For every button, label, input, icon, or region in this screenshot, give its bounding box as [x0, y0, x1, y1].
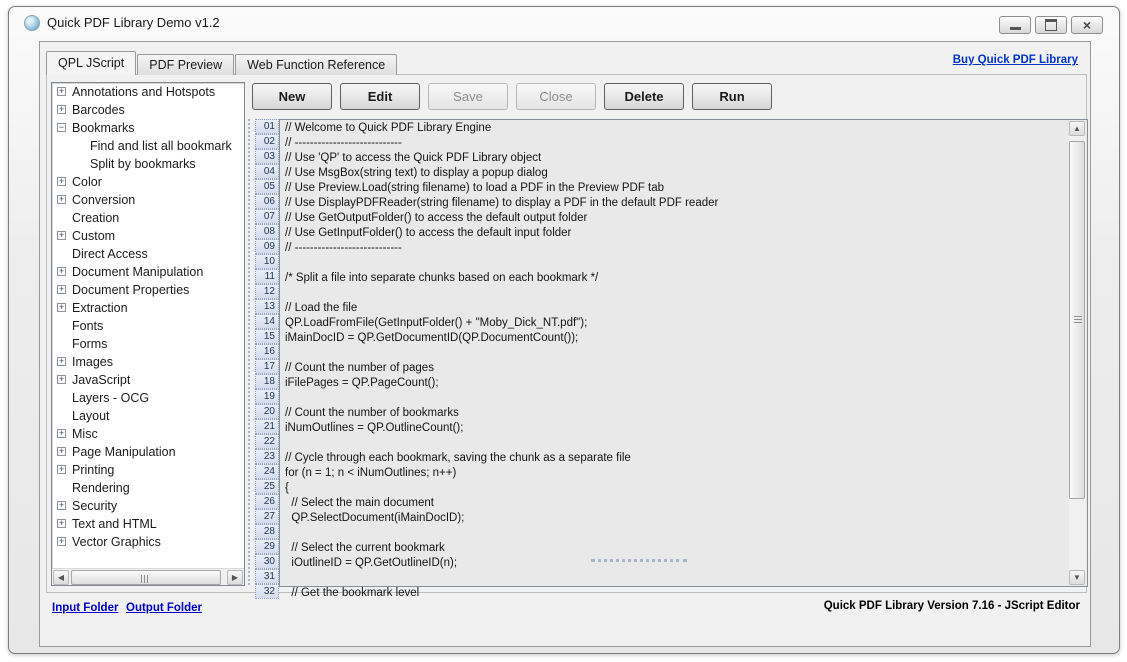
- window-title: Quick PDF Library Demo v1.2: [47, 15, 220, 30]
- line-number: 24: [255, 464, 279, 479]
- line-number: 31: [255, 569, 279, 584]
- maximize-icon: [1036, 17, 1066, 33]
- tree-item-label: Split by bookmarks: [90, 157, 196, 171]
- code-editor: [252, 119, 1088, 599]
- code-line: // Use MsgBox(string text) to display a popup dialog: [285, 167, 548, 179]
- tree-item-misc[interactable]: [52, 425, 244, 443]
- tree-item-label: Creation: [72, 211, 120, 225]
- expand-icon[interactable]: +: [58, 374, 65, 384]
- minimize-icon: [1000, 17, 1030, 33]
- minimize-button[interactable]: [999, 16, 1031, 34]
- code-line: [280, 436, 1069, 451]
- expand-icon[interactable]: +: [58, 536, 65, 546]
- tree-item-label: Layout: [72, 409, 110, 423]
- line-number-gutter: [252, 119, 279, 597]
- tab-bar: [46, 51, 398, 75]
- tree-item-fonts[interactable]: [52, 317, 244, 335]
- tree-item-barcodes[interactable]: [52, 101, 244, 119]
- expand-icon[interactable]: +: [58, 194, 65, 204]
- expand-icon[interactable]: +: [58, 176, 65, 186]
- tree-item-find-and-list-all-bookmark[interactable]: [52, 137, 244, 155]
- tab-qpl-jscript[interactable]: QPL JScript: [46, 51, 136, 75]
- line-number: 22: [255, 434, 279, 449]
- tree-item-layers-ocg[interactable]: [52, 389, 244, 407]
- output-folder-link[interactable]: Output Folder: [126, 602, 203, 614]
- toolbar: [252, 83, 772, 110]
- tree-item-layout[interactable]: [52, 407, 244, 425]
- code-line: // Use GetInputFolder() to access the default input folder: [285, 227, 572, 239]
- line-number: 30: [255, 554, 279, 569]
- tree-item-page-manipulation[interactable]: [52, 443, 244, 461]
- expand-icon[interactable]: +: [58, 518, 65, 528]
- tree-item-label: Bookmarks: [72, 121, 135, 135]
- tree-item-label: Annotations and Hotspots: [72, 85, 216, 99]
- tree-item-label: Vector Graphics: [72, 535, 161, 549]
- expand-icon[interactable]: +: [58, 500, 65, 510]
- tree-item-label: Custom: [72, 229, 116, 243]
- tree-item-security[interactable]: [52, 497, 244, 515]
- tree-item-label: Security: [72, 499, 118, 513]
- tree-item-label: Color: [72, 175, 102, 189]
- new-button[interactable]: New: [252, 83, 332, 110]
- maximize-button[interactable]: [1035, 16, 1067, 34]
- window-controls: [999, 16, 1103, 34]
- scrollbar-grip-icon: [141, 575, 150, 583]
- line-number: 06: [255, 194, 279, 209]
- expand-icon[interactable]: +: [58, 302, 65, 312]
- tree-item-label: Extraction: [72, 301, 128, 315]
- function-tree: [51, 82, 245, 586]
- tree-item-label: Printing: [72, 463, 115, 477]
- close-button: Close: [516, 83, 596, 110]
- code-lines: [280, 121, 1069, 601]
- tree-editor-splitter[interactable]: [248, 119, 250, 585]
- code-line: [280, 256, 1069, 271]
- editor-scrollbar-thumb[interactable]: [1069, 141, 1085, 499]
- code-line: // Use Preview.Load(string filename) to load a PDF in the Preview PDF tab: [285, 182, 665, 194]
- line-number: 32: [255, 584, 279, 599]
- code-line: // Use GetOutputFolder() to access the default output folder: [285, 212, 588, 224]
- app-icon: [24, 15, 40, 31]
- tree-item-label: Barcodes: [72, 103, 125, 117]
- panel-splitter[interactable]: [591, 559, 687, 562]
- code-line: iOutlineID = QP.GetOutlineID(n);: [285, 557, 458, 569]
- line-number: 02: [255, 134, 279, 149]
- tree-item-document-properties[interactable]: [52, 281, 244, 299]
- line-number: 01: [255, 119, 279, 134]
- expand-icon[interactable]: +: [58, 356, 65, 366]
- scroll-up-icon[interactable]: ▲: [1069, 121, 1085, 136]
- tree-item-label: JavaScript: [72, 373, 131, 387]
- line-number: 27: [255, 509, 279, 524]
- delete-button[interactable]: Delete: [604, 83, 684, 110]
- tree-item-label: Conversion: [72, 193, 136, 207]
- code-line: iFilePages = QP.PageCount();: [285, 377, 439, 389]
- line-number: 07: [255, 209, 279, 224]
- expand-icon[interactable]: +: [58, 446, 65, 456]
- line-number: 13: [255, 299, 279, 314]
- buy-quick-pdf-library-link[interactable]: Buy Quick PDF Library: [952, 54, 1078, 66]
- code-line: QP.SelectDocument(iMainDocID);: [285, 512, 465, 524]
- tree-item-label: Misc: [72, 427, 98, 441]
- tree-item-conversion[interactable]: [52, 191, 244, 209]
- tab-pdf-preview[interactable]: PDF Preview: [137, 54, 234, 75]
- save-button: Save: [428, 83, 508, 110]
- version-status-text: Quick PDF Library Version 7.16 - JScript Editor: [823, 600, 1080, 612]
- tree-item-creation[interactable]: [52, 209, 244, 227]
- input-folder-link[interactable]: Input Folder: [52, 602, 119, 614]
- code-line: // Use 'QP' to access the Quick PDF Library object: [285, 152, 542, 164]
- line-number: 08: [255, 224, 279, 239]
- tree-items: [52, 83, 244, 551]
- tab-panel: [46, 74, 1087, 599]
- line-number: 15: [255, 329, 279, 344]
- tree-item-label: Page Manipulation: [72, 445, 176, 459]
- code-line: iNumOutlines = QP.OutlineCount();: [285, 422, 464, 434]
- tree-scrollbar-thumb[interactable]: [71, 570, 221, 585]
- tree-item-label: Document Properties: [72, 283, 190, 297]
- line-number: 19: [255, 389, 279, 404]
- close-button[interactable]: [1071, 16, 1103, 34]
- code-line: iMainDocID = QP.GetDocumentID(QP.DocumentCount());: [285, 332, 579, 344]
- code-line: // Cycle through each bookmark, saving the chunk as a separate file: [285, 452, 631, 464]
- code-line: /* Split a file into separate chunks based on each bookmark */: [285, 272, 599, 284]
- scroll-down-icon[interactable]: ▼: [1069, 570, 1085, 585]
- scrollbar-grip-icon: [1074, 316, 1082, 324]
- tree-horizontal-scrollbar[interactable]: [52, 568, 244, 585]
- code-line: // Load the file: [285, 302, 358, 314]
- tree-item-printing[interactable]: [52, 461, 244, 479]
- code-line: [280, 346, 1069, 361]
- expand-icon[interactable]: +: [58, 230, 65, 240]
- line-number: 03: [255, 149, 279, 164]
- client-area: [39, 41, 1091, 647]
- expand-icon[interactable]: +: [58, 86, 65, 96]
- tab-web-function-reference[interactable]: Web Function Reference: [235, 54, 397, 75]
- code-line: [280, 286, 1069, 301]
- code-line: // Use DisplayPDFReader(string filename) to display a PDF in the default PDF reader: [285, 197, 719, 209]
- scroll-right-icon[interactable]: ▶: [227, 570, 243, 585]
- tree-item-images[interactable]: [52, 353, 244, 371]
- tree-item-rendering[interactable]: [52, 479, 244, 497]
- scroll-left-icon[interactable]: ◀: [53, 570, 69, 585]
- code-line: // ----------------------------: [285, 242, 402, 254]
- tree-item-custom[interactable]: [52, 227, 244, 245]
- code-line: // Select the current bookmark: [285, 542, 445, 554]
- code-line: // ----------------------------: [285, 137, 402, 149]
- code-line: [280, 391, 1069, 406]
- collapse-icon[interactable]: −: [58, 122, 65, 132]
- code-line: for (n = 1; n < iNumOutlines; n++): [285, 467, 457, 479]
- tree-item-label: Images: [72, 355, 113, 369]
- line-number: 14: [255, 314, 279, 329]
- code-line: QP.LoadFromFile(GetInputFolder() + "Moby_Dick_NT.pdf");: [285, 317, 588, 329]
- code-line: {: [285, 482, 289, 494]
- edit-button[interactable]: Edit: [340, 83, 420, 110]
- tree-item-color[interactable]: [52, 173, 244, 191]
- line-number: 25: [255, 479, 279, 494]
- tree-item-label: Forms: [72, 337, 108, 351]
- line-number: 16: [255, 344, 279, 359]
- tree-item-split-by-bookmarks[interactable]: [52, 155, 244, 173]
- tree-item-label: Fonts: [72, 319, 104, 333]
- tree-item-text-and-html[interactable]: [52, 515, 244, 533]
- tree-item-label: Find and list all bookmark: [90, 139, 232, 153]
- tree-item-label: Layers - OCG: [72, 391, 150, 405]
- code-line: [280, 526, 1069, 541]
- code-line: // Count the number of pages: [285, 362, 434, 374]
- line-number: 21: [255, 419, 279, 434]
- line-number: 10: [255, 254, 279, 269]
- tree-item-extraction[interactable]: [52, 299, 244, 317]
- code-line: [280, 571, 1069, 586]
- tree-item-label: Rendering: [72, 481, 130, 495]
- line-number: 20: [255, 404, 279, 419]
- line-number: 12: [255, 284, 279, 299]
- code-area[interactable]: [279, 119, 1088, 599]
- tree-item-bookmarks[interactable]: [52, 119, 244, 137]
- tree-item-forms[interactable]: [52, 335, 244, 353]
- tree-item-direct-access[interactable]: [52, 245, 244, 263]
- tree-item-label: Text and HTML: [72, 517, 157, 531]
- tree-item-label: Document Manipulation: [72, 265, 204, 279]
- expand-icon[interactable]: +: [58, 266, 65, 276]
- line-number: 05: [255, 179, 279, 194]
- tree-item-vector-graphics[interactable]: [52, 533, 244, 551]
- code-line: // Select the main document: [285, 497, 434, 509]
- tree-item-label: Direct Access: [72, 247, 148, 261]
- app-window: [8, 6, 1120, 654]
- title-bar[interactable]: [9, 7, 1119, 39]
- line-number: 23: [255, 449, 279, 464]
- line-number: 04: [255, 164, 279, 179]
- line-number: 09: [255, 239, 279, 254]
- expand-icon[interactable]: +: [58, 464, 65, 474]
- line-number: 18: [255, 374, 279, 389]
- line-number: 11: [255, 269, 279, 284]
- line-number: 17: [255, 359, 279, 374]
- code-line: // Count the number of bookmarks: [285, 407, 459, 419]
- close-icon: ×: [1082, 17, 1092, 33]
- code-line: // Get the bookmark level: [285, 587, 420, 599]
- line-number: 28: [255, 524, 279, 539]
- line-number: 29: [255, 539, 279, 554]
- code-line: // Welcome to Quick PDF Library Engine: [285, 122, 492, 134]
- editor-vertical-scrollbar[interactable]: [1069, 121, 1086, 585]
- expand-icon[interactable]: +: [58, 104, 65, 114]
- tree-item-annotations-and-hotspots[interactable]: [52, 83, 244, 101]
- tree-item-javascript[interactable]: [52, 371, 244, 389]
- line-number: 26: [255, 494, 279, 509]
- expand-icon[interactable]: +: [58, 284, 65, 294]
- expand-icon[interactable]: +: [58, 428, 65, 438]
- tree-item-document-manipulation[interactable]: [52, 263, 244, 281]
- run-button[interactable]: Run: [692, 83, 772, 110]
